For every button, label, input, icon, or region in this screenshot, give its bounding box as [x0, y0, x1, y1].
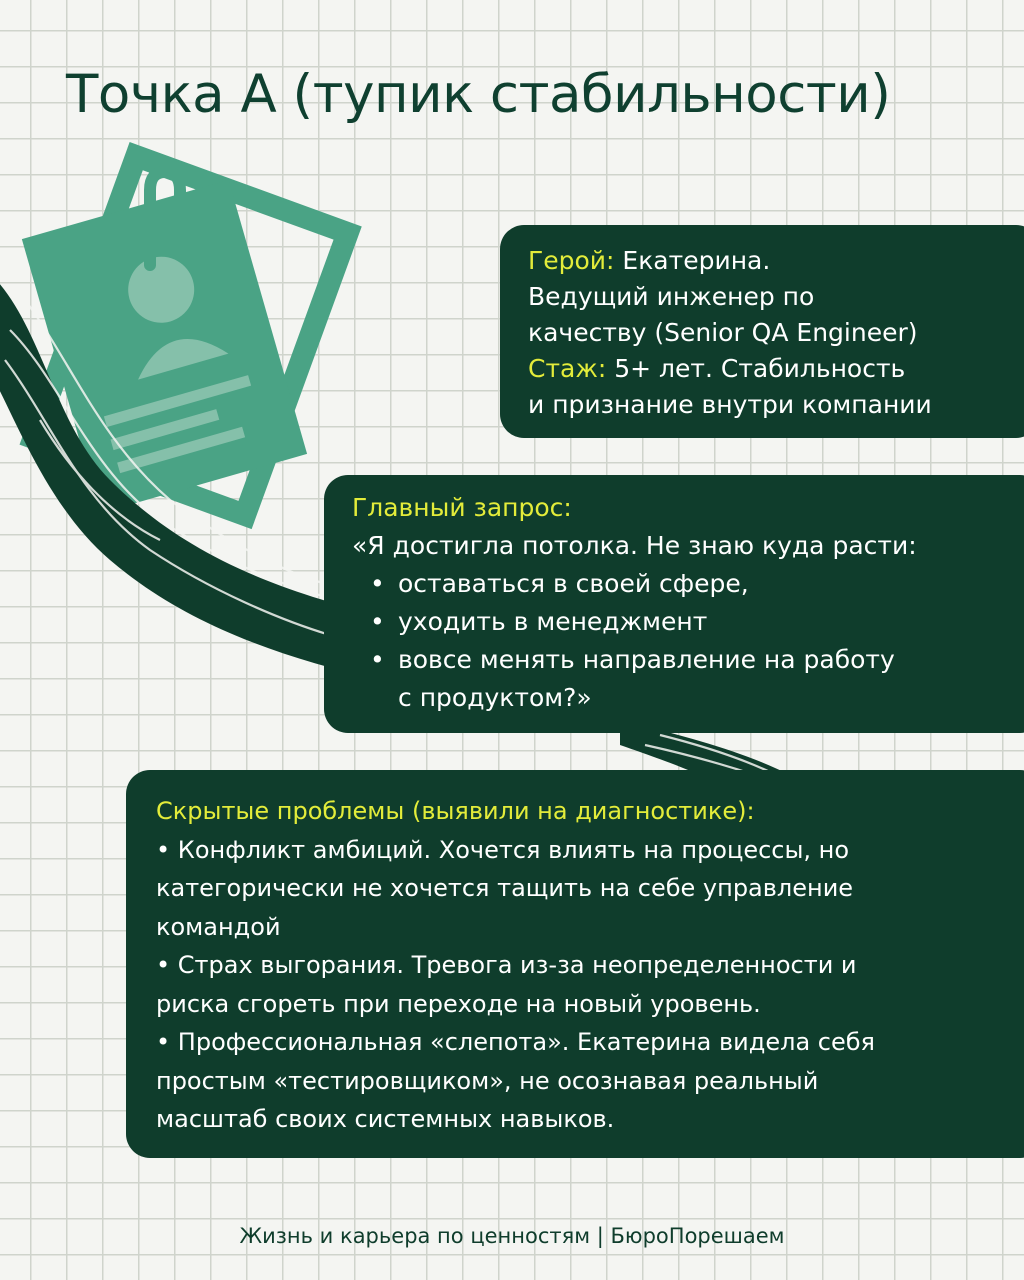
role-line-2: качеству (Senior QA Engineer) [528, 318, 918, 347]
list-item: • уходить в менеджмент [352, 603, 1024, 641]
hero-card [500, 225, 1024, 438]
experience-text: 5+ лет. Стабильность [606, 354, 906, 383]
request-intro: «Я достигла потолка. Не знаю куда расти: [352, 531, 917, 560]
page-title: Точка А (тупик стабильности) [66, 64, 891, 125]
experience-line-2: и признание внутри компании [528, 390, 932, 419]
footer-text: Жизнь и карьера по ценностям | БюроПорешаем [239, 1224, 785, 1248]
problems-card [126, 770, 1024, 1158]
problems-line: риска сгореть при переходе на новый уровень. [156, 989, 761, 1018]
request-card [324, 475, 1024, 733]
problems-line: категорически не хочется тащить на себе управление [156, 874, 854, 902]
problems-label: Скрытые проблемы (выявили на диагностике): [156, 797, 755, 825]
hero-line [528, 243, 1024, 279]
problems-line: • Страх выгорания. Тревога из-за неопределенности и [156, 951, 857, 979]
request-last-line: с продуктом?» [398, 683, 592, 712]
experience-line [528, 351, 1024, 387]
problems-line: простым «тестировщиком», не осознавая реальный [156, 1066, 819, 1095]
role-line-1: Ведущий инженер по [528, 282, 815, 311]
request-list [352, 565, 1024, 679]
list-item: • вовсе менять направление на работу [352, 641, 1024, 679]
problems-line: масштаб своих системных навыков. [156, 1105, 615, 1133]
problems-line: • Конфликт амбиций. Хочется влиять на процессы, но [156, 835, 850, 864]
hero-label: Герой: [528, 246, 615, 275]
list-item: • оставаться в своей сфере, [352, 565, 1024, 603]
hero-name: Екатерина. [614, 246, 771, 275]
experience-label: Стаж: [528, 354, 607, 383]
problems-line: • Профессиональная «слепота». Екатерина видела себя [156, 1028, 875, 1056]
request-label: Главный запрос: [352, 493, 572, 522]
problems-line: командой [156, 912, 281, 941]
